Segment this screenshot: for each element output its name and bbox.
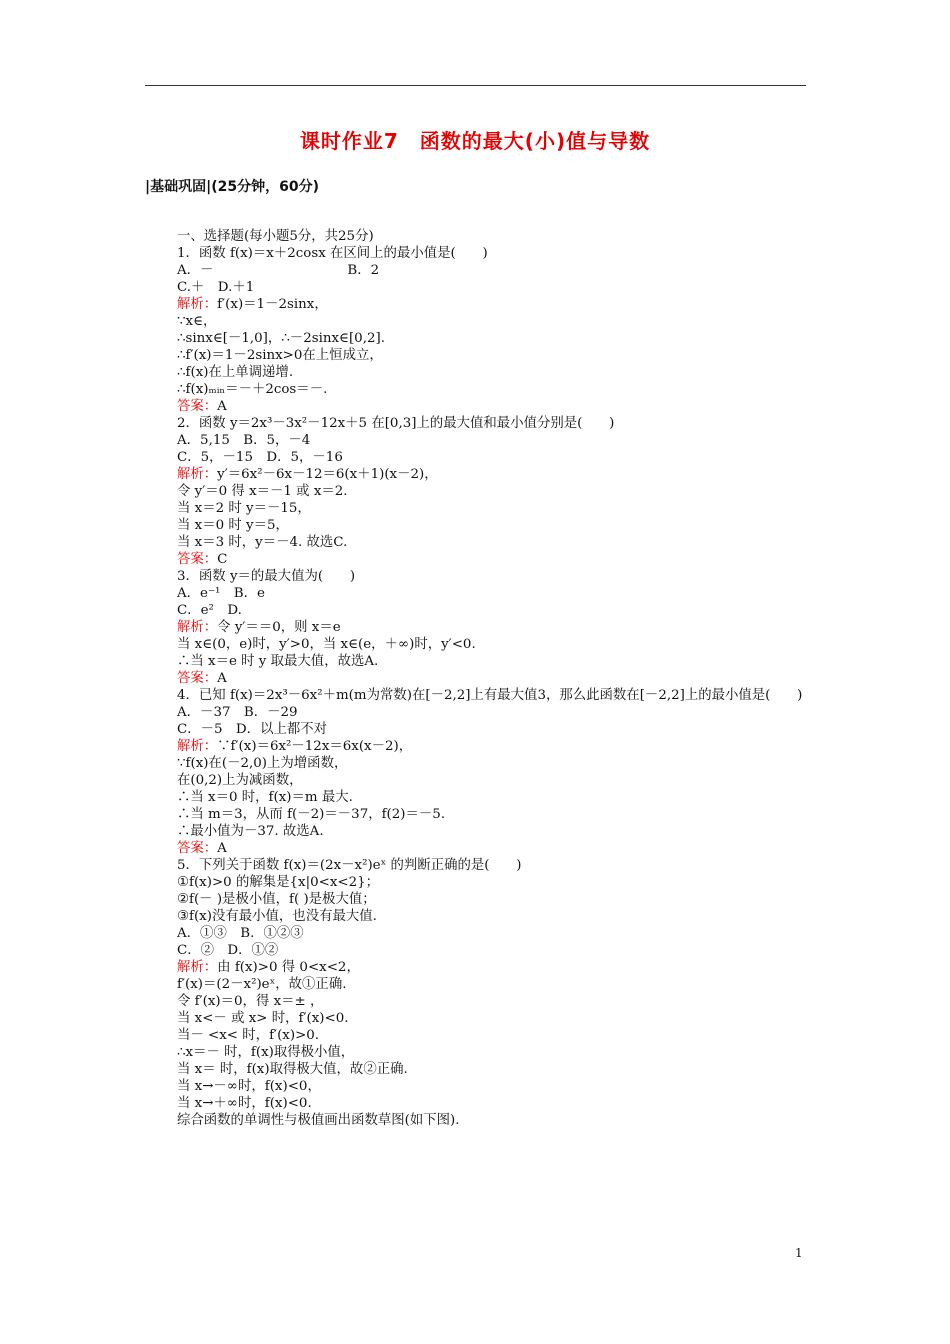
- text-line: 答案：A: [177, 671, 227, 686]
- text-line: 解析：令 y′＝＝0，则 x＝e: [177, 620, 341, 635]
- text-line: ∴当 x＝e 时 y 取最大值，故选A.: [177, 654, 379, 669]
- text-line: 令 f′(x)＝0，得 x＝± ，: [177, 994, 324, 1009]
- text-line: 当 x→－∞时，f(x)<0，: [177, 1079, 321, 1094]
- text-line: 当 x＝0 时 y＝5，: [177, 518, 289, 533]
- text-line: 当－ <x< 时，f′(x)>0.: [177, 1028, 320, 1043]
- text-line: 当 x∈(0，e)时，y′>0，当 x∈(e，＋∞)时，y′<0.: [177, 637, 476, 652]
- text-line: f′(x)＝(2－x²)eˣ，故①正确.: [177, 977, 347, 992]
- text-line: 当 x＝ 时，f(x)取得极大值，故②正确.: [177, 1062, 408, 1077]
- text-line: A．①③ B．①②③: [177, 926, 304, 941]
- text-line: 当 x<－ 或 x> 时，f′(x)<0.: [177, 1011, 349, 1026]
- text-line: A．－ B．2: [177, 263, 380, 278]
- text-line: ②f(－ )是极小值，f( )是极大值；: [177, 892, 376, 907]
- text-line: ①f(x)>0 的解集是{x|0<x<2}；: [177, 875, 380, 890]
- text-line: ∴x＝－ 时，f(x)取得极小值，: [177, 1045, 355, 1060]
- text-line: C．e² D.: [177, 603, 242, 618]
- text-line: A．－37 B．－29: [177, 705, 298, 720]
- text-line: 解析：y′＝6x²－6x－12＝6(x＋1)(x－2)，: [177, 467, 438, 482]
- text-line: ∴f(x)ₘᵢₙ＝－＋2cos＝－.: [177, 382, 328, 397]
- header-rule: [145, 85, 806, 86]
- text-line: 当 x＝3 时，y＝－4. 故选C.: [177, 535, 348, 550]
- text-line: ③f(x)没有最小值，也没有最大值.: [177, 909, 377, 924]
- text-line: 当 x＝2 时 y＝－15，: [177, 501, 311, 516]
- text-line: 4．已知 f(x)＝2x³－6x²＋m(m为常数)在[－2,2]上有最大值3，那么此函数在[－2,2]上的最小值是( ): [177, 688, 803, 703]
- text-line: 解析：由 f(x)>0 得 0<x<2，: [177, 960, 360, 975]
- text-line: ∵x∈，: [177, 314, 217, 329]
- text-line: 答案：A: [177, 841, 227, 856]
- text-line: A．e⁻¹ B．e: [177, 586, 265, 601]
- text-line: C．－5 D．以上都不对: [177, 722, 328, 737]
- text-line: ∴f(x)在上单调递增.: [177, 365, 294, 380]
- page-title: 课时作业7 函数的最大(小)值与导数: [299, 129, 651, 153]
- text-line: 答案：A: [177, 399, 227, 414]
- text-line: ∴当 m＝3，从而 f(－2)＝－37，f(2)＝－5.: [177, 807, 446, 822]
- text-line: ∴当 x＝0 时，f(x)＝m 最大.: [177, 790, 353, 805]
- text-line: 解析：∵f′(x)＝6x²－12x＝6x(x－2)，: [177, 739, 413, 754]
- text-line: 5．下列关于函数 f(x)＝(2x－x²)eˣ 的判断正确的是( ): [177, 858, 522, 873]
- text-line: 1．函数 f(x)＝x＋2cosx 在区间上的最小值是( ): [177, 246, 488, 261]
- document-body: [145, 228, 810, 1129]
- text-line: 3．函数 y＝的最大值为( ): [177, 569, 356, 584]
- text-line: 解析：f′(x)＝1－2sinx，: [177, 297, 328, 312]
- text-line: 在(0,2)上为减函数，: [177, 773, 303, 788]
- text-line: 2．函数 y＝2x³－3x²－12x＋5 在[0,3]上的最大值和最小值分别是( ): [177, 416, 615, 431]
- text-line: ∴f′(x)＝1－2sinx>0在上恒成立，: [177, 348, 383, 363]
- text-line: ∴sinx∈[－1,0]，∴－2sinx∈[0,2].: [177, 331, 385, 346]
- text-line: 当 x→＋∞时，f(x)<0.: [177, 1096, 312, 1111]
- text-line: 令 y′＝0 得 x＝－1 或 x＝2.: [177, 484, 348, 499]
- text-line: 一、选择题(每小题5分，共25分): [177, 229, 374, 244]
- section-heading: |基础巩固|(25分钟，60分): [145, 179, 319, 195]
- text-line: C．② D．①②: [177, 943, 279, 958]
- text-line: ∴最小值为－37. 故选A.: [177, 824, 324, 839]
- page-number: 1: [795, 1246, 803, 1260]
- text-line: ∵f(x)在(－2,0)上为增函数，: [177, 756, 348, 771]
- text-line: C．5，－15 D．5，－16: [177, 450, 343, 465]
- text-line: 答案：C: [177, 552, 228, 567]
- text-line: A．5,15 B．5，－4: [177, 433, 311, 448]
- text-line: 综合函数的单调性与极值画出函数草图(如下图).: [177, 1113, 460, 1128]
- text-line: C.＋ D.＋1: [177, 280, 255, 295]
